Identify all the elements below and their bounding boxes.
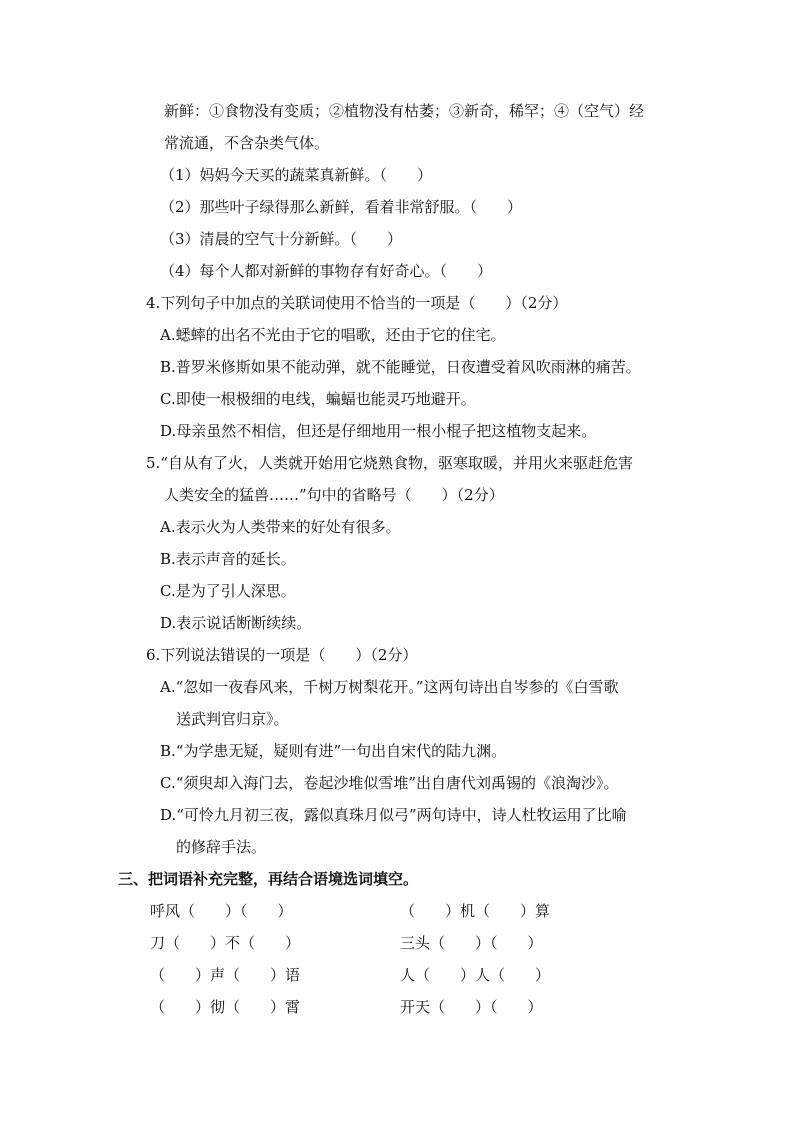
- idiom-blank-right-1: （ ）机（ ）算: [400, 902, 551, 920]
- question-5-stem-line-1: 5.“自从有了火，人类就开始用它烧熟食物，驱寒取暖，并用火来驱赶危害: [146, 454, 633, 472]
- question-5-option-d: D.表示说话断断续续。: [160, 614, 312, 632]
- idiom-blank-left-3: （ ）声（ ）语: [150, 966, 301, 984]
- question-4-stem: 4.下列句子中加点的关联词使用不恰当的一项是（ ）（2分）: [146, 294, 568, 312]
- idiom-blank-left-2: 刀（ ）不（ ）: [150, 934, 301, 952]
- question-6-option-d-line-1: D.“可怜九月初三夜，露似真珠月似弓”两句诗中，诗人杜牧运用了比喻: [160, 806, 627, 824]
- idiom-blank-left-4: （ ）彻（ ）霄: [150, 998, 301, 1016]
- question-4-option-b: B.普罗米修斯如果不能动弹，就不能睡觉，日夜遭受着风吹雨淋的痛苦。: [160, 358, 641, 376]
- question-5-option-a: A.表示火为人类带来的好处有很多。: [160, 518, 401, 536]
- section-3-heading: 三、把词语补充完整，再结合语境选词填空。: [118, 870, 419, 888]
- question-6-option-a-line-2: 送武判官归京》。: [176, 710, 289, 728]
- question-4-option-a: A.蟋蟀的出名不光由于它的唱歌，还由于它的住宅。: [160, 326, 506, 344]
- definition-line-1: 新鲜：①食物没有变质；②植物没有枯萎；③新奇，稀罕；④（空气）经: [164, 102, 645, 120]
- idiom-blank-right-4: 开天（ ）（ ）: [400, 998, 543, 1016]
- question-4-option-d: D.母亲虽然不相信，但还是仔细地用一根小棍子把这植物支起来。: [160, 422, 597, 440]
- definition-item-3: （3）清晨的空气十分新鲜。（ ）: [160, 230, 403, 248]
- question-6-stem: 6.下列说法错误的一项是（ ）（2分）: [146, 646, 418, 664]
- question-6-option-d-line-2: 的修辞手法。: [176, 838, 267, 856]
- question-6-option-c: C.“须臾却入海门去，卷起沙堆似雪堆”出自唐代刘禹锡的《浪淘沙》。: [160, 774, 619, 792]
- idiom-blank-left-1: 呼风（ ）（ ）: [150, 902, 293, 920]
- question-6-option-b: B.“为学患无疑，疑则有进”一句出自宋代的陆九渊。: [160, 742, 507, 760]
- definition-item-2: （2）那些叶子绿得那么新鲜，看着非常舒服。（ ）: [160, 198, 523, 216]
- question-5-stem-line-2: 人类安全的猛兽……”句中的省略号（ ）（2分）: [164, 486, 504, 504]
- question-4-option-c: C.即使一根极细的电线，蝙蝠也能灵巧地避开。: [160, 390, 476, 408]
- question-5-option-b: B.表示声音的延长。: [160, 550, 296, 568]
- definition-line-2: 常流通，不含杂类气体。: [164, 134, 330, 152]
- definition-item-1: （1）妈妈今天买的蔬菜真新鲜。（ ）: [160, 166, 433, 184]
- idiom-blank-right-2: 三头（ ）（ ）: [400, 934, 543, 952]
- question-6-option-a-line-1: A.“忽如一夜春风来，千树万树梨花开。”这两句诗出自岑参的《白雪歌: [160, 678, 619, 696]
- question-5-option-c: C.是为了引人深思。: [160, 582, 296, 600]
- idiom-blank-right-3: 人（ ）人（ ）: [400, 966, 551, 984]
- definition-item-4: （4）每个人都对新鲜的事物存有好奇心。（ ）: [160, 262, 493, 280]
